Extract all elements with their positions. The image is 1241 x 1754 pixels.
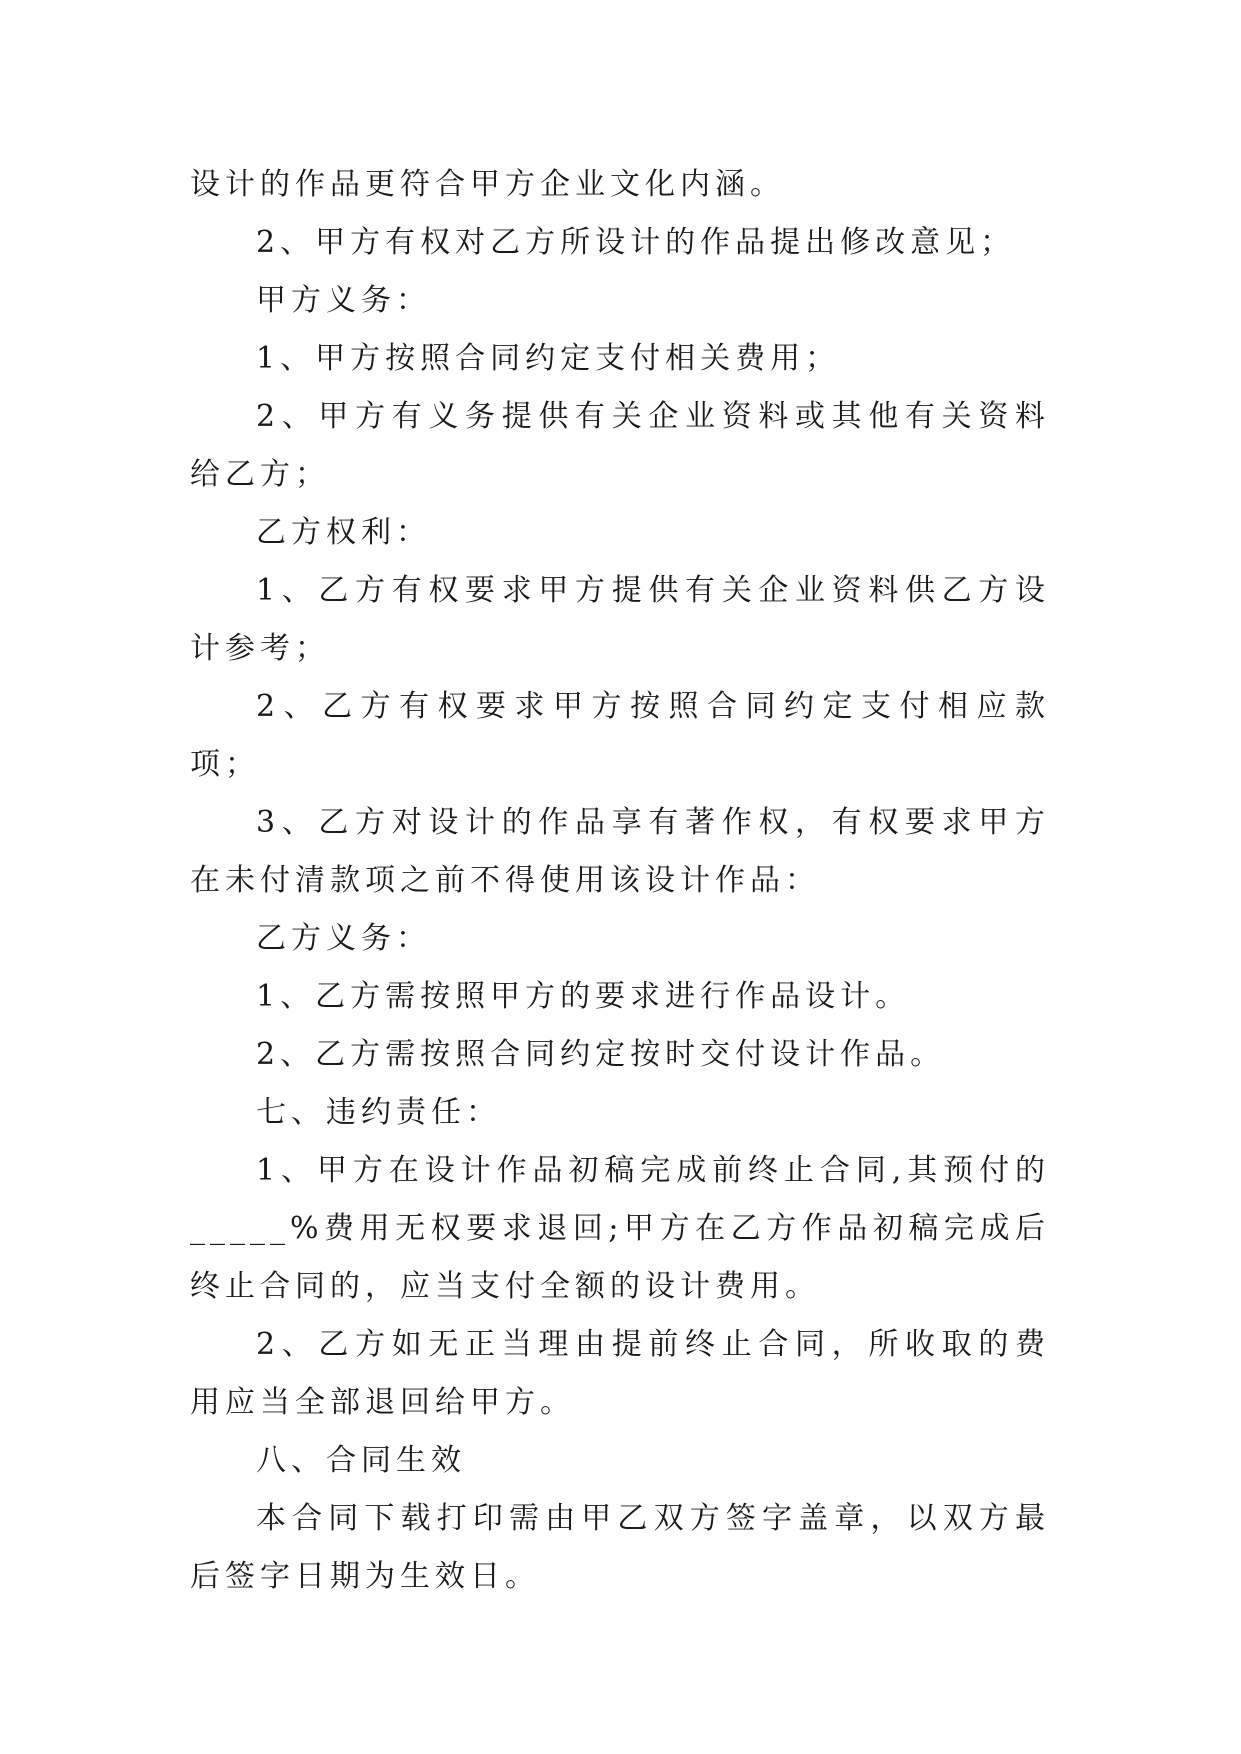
paragraph-party-a-obligation-1: 1、甲方按照合同约定支付相关费用； xyxy=(256,341,841,376)
paragraph-party-b-obligation-1: 1、乙方需按照甲方的要求进行作品设计。 xyxy=(256,979,911,1014)
paragraph-party-b-right-3: 3、乙方对设计的作品享有著作权，有权要求甲方在未付清款项之前不得使用该设计作品： xyxy=(190,805,1050,898)
paragraph-breach-1: 1、甲方在设计作品初稿完成前终止合同,其预付的_____%费用无权要求退回;甲方在乙方作品初稿完成后终止合同的，应当支付全额的设计费用。 xyxy=(190,1153,1050,1304)
heading-breach-liability: 七、违约责任： xyxy=(256,1095,501,1130)
document-body xyxy=(190,156,1050,1606)
paragraph-continuation: 设计的作品更符合甲方企业文化内涵。 xyxy=(190,167,785,202)
paragraph-party-b-right-1: 1、乙方有权要求甲方提供有关企业资料供乙方设计参考； xyxy=(190,573,1050,666)
paragraph-breach-2: 2、乙方如无正当理由提前终止合同，所收取的费用应当全部退回给甲方。 xyxy=(190,1327,1050,1420)
paragraph-party-b-obligation-2: 2、乙方需按照合同约定按时交付设计作品。 xyxy=(256,1037,946,1072)
heading-party-b-rights: 乙方权利： xyxy=(256,515,431,550)
paragraph-party-b-right-2: 2、乙方有权要求甲方按照合同约定支付相应款项； xyxy=(190,689,1050,782)
paragraph-party-a-right-2: 2、甲方有权对乙方所设计的作品提出修改意见； xyxy=(256,225,1016,260)
heading-contract-effect: 八、合同生效 xyxy=(256,1443,466,1478)
paragraph-party-a-obligation-2: 2、甲方有义务提供有关企业资料或其他有关资料给乙方； xyxy=(190,399,1050,492)
heading-party-b-obligations: 乙方义务： xyxy=(256,921,431,956)
paragraph-contract-effect: 本合同下载打印需由甲乙双方签字盖章，以双方最后签字日期为生效日。 xyxy=(190,1501,1050,1594)
heading-party-a-obligations: 甲方义务： xyxy=(256,283,431,318)
